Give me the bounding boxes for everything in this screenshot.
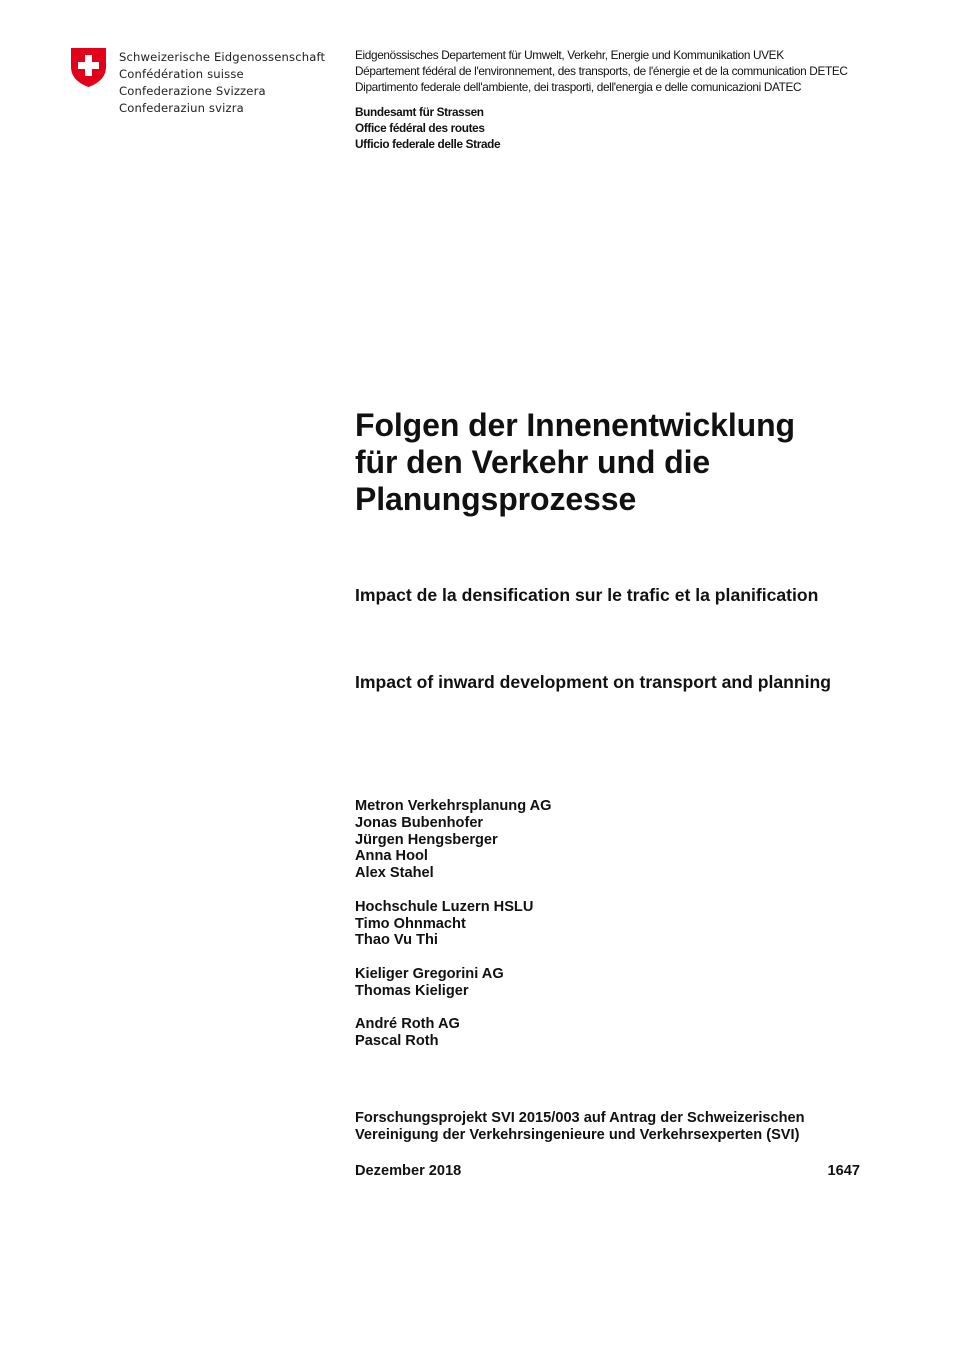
swiss-cross-shield-icon [70, 47, 107, 88]
subtitle-french: Impact de la densification sur le trafic et la planification [355, 585, 819, 605]
department-line-it: Dipartimento federale dell'ambiente, dei trasporti, dell'energia e delle comunicazioni DATEC [355, 80, 802, 94]
confederation-name-it: Confederazione Svizzera [119, 84, 266, 98]
federal-logo [70, 47, 340, 117]
project-note-line: Vereinigung der Verkehrsingenieure und Verkehrsexperten (SVI) [355, 1127, 800, 1143]
author-group [355, 966, 552, 1000]
author-organization: André Roth AG [355, 1016, 460, 1033]
project-note [355, 1110, 805, 1144]
title-line-2: für den Verkehr und die [355, 444, 711, 480]
author-group [355, 1016, 552, 1050]
title-line-1: Folgen der Innenentwicklung [355, 407, 795, 443]
document-title [355, 407, 875, 518]
report-number: 1647 [827, 1163, 860, 1179]
author-name: Pascal Roth [355, 1033, 439, 1050]
confederation-name-rm: Confederaziun svizra [119, 101, 244, 115]
project-note-line: Forschungsprojekt SVI 2015/003 auf Antrag der Schweizerischen [355, 1110, 805, 1126]
author-organization: Hochschule Luzern HSLU [355, 898, 534, 915]
author-organization: Metron Verkehrsplanung AG [355, 798, 552, 814]
office-line-fr: Office fédéral des routes [355, 121, 485, 135]
author-name: Timo Ohnmacht [355, 915, 466, 932]
publication-date: Dezember 2018 [355, 1163, 462, 1179]
office-block [355, 104, 500, 152]
author-group [355, 899, 552, 949]
author-name: Jürgen Hengsberger [355, 831, 498, 848]
author-name: Jonas Bubenhofer [355, 814, 484, 831]
department-line-fr: Département fédéral de l'environnement, des transports, de l'énergie et de la communication DETEC [355, 64, 848, 78]
title-line-3: Planungsprozesse [355, 481, 637, 517]
department-line-de: Eidgenössisches Departement für Umwelt, Verkehr, Energie und Kommunikation UVEK [355, 48, 784, 62]
office-line-it: Ufficio federale delle Strade [355, 137, 501, 151]
confederation-name-fr: Confédération suisse [119, 67, 244, 81]
author-name: Anna Hool [355, 848, 428, 865]
author-group [355, 798, 552, 882]
author-name: Thomas Kieliger [355, 982, 469, 999]
confederation-names [119, 49, 325, 117]
department-block [355, 47, 848, 95]
author-name: Thao Vu Thi [355, 932, 438, 949]
author-name: Alex Stahel [355, 865, 434, 882]
author-organization: Kieliger Gregorini AG [355, 965, 504, 982]
confederation-name-de: Schweizerische Eidgenossenschaft [119, 50, 326, 64]
subtitle-english: Impact of inward development on transport and planning [355, 672, 832, 692]
publication-footer [355, 1163, 860, 1180]
office-line-de: Bundesamt für Strassen [355, 105, 484, 119]
author-list [355, 798, 552, 1067]
